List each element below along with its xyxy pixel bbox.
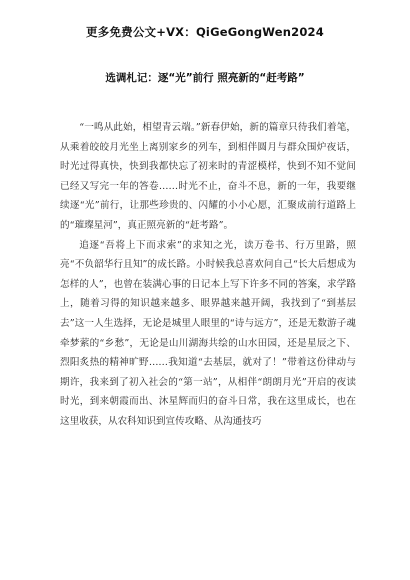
paragraph: “一鸣从此始，相望青云端。”新春伊始，新的篇章只待我们着笔，从乘着皎皎月光坐上离别家乡的列车，到相伴圆月与群众围炉夜话，时光过得真快，快到我都快忘了初来时的青涩模样，快到不知不觉间已经又写完一年的答卷……时光不止，奋斗不息，新的一年，我要继续逐“光”前行，让那些珍贵的、闪耀的小小心愿，汇聚成前行道路上的“璀璨星河”，真正照亮新的“赶考路”。: [60, 122, 356, 231]
document-title: 选调札记：逐“光”前行 照亮新的“赶考路”: [105, 72, 305, 84]
paragraph: 追逐“吾将上下而求索”的求知之光，读万卷书、行万里路，照亮“不负韶华行且知”的成长路。小时候我总喜欢问自己“长大后想成为怎样的人”，也曾在装满心事的日记本上写下许多不同的答案，求学路上，随着习得的知识越来越多、眼界越来越开阔，我找到了“到基层去”这一人生选择，无论是城里人眼里的“诗与远方”，还是无数游子魂牵梦萦的“乡愁”，无论是山川湖海共绘的山水田园，还是星辰之下、烈阳炙热的精神旷野……我知道“去基层，就对了！”带着这份律动与期许，我来到了初入社会的“第一站”，从相伴“朗朗月光”开启的夜读时光，到来朝霞而出、沐星辉而归的奋斗日常，我在这里成长，也在这里收获，从农科知识到宣传攻略、从沟通技巧: [60, 239, 356, 427]
watermark-header: 更多免费公文+VX：QiGeGongWen2024: [86, 25, 324, 39]
document-body: [60, 118, 356, 432]
